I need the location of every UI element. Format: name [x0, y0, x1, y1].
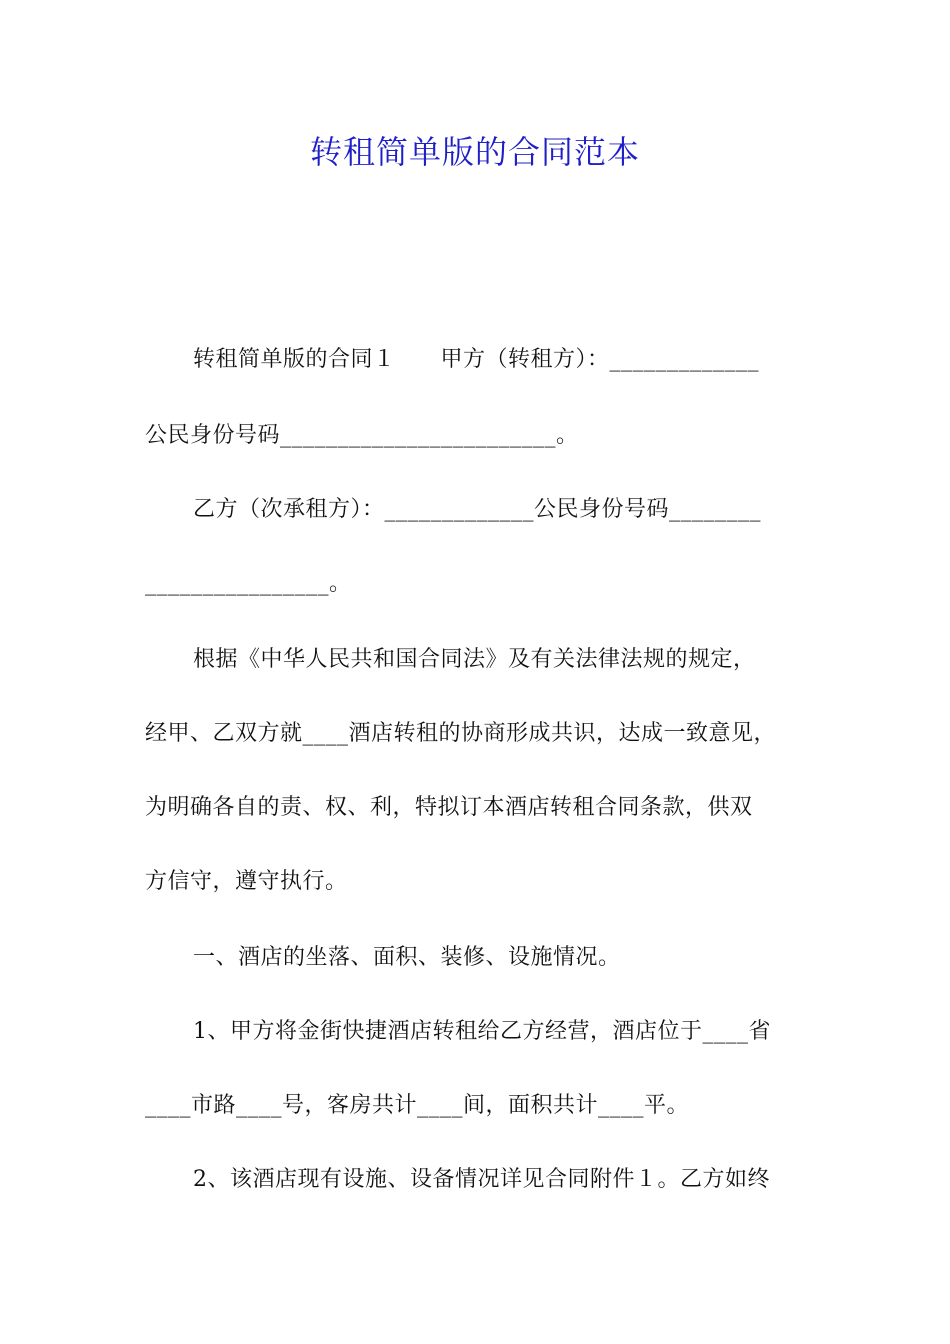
document-title: 转租简单版的合同范本	[309, 133, 640, 171]
paragraph-line: 为明确各自的责、权、利，特拟订本酒店转租合同条款，供双	[145, 795, 753, 820]
paragraph-line: 公民身份号码________________________。	[145, 423, 579, 448]
paragraph-line: 乙方（次承租方）：_____________公民身份号码________	[193, 497, 762, 522]
paragraph-line: 方信守，遵守执行。	[145, 869, 348, 894]
paragraph-line: 2、该酒店现有设施、设备情况详见合同附件１。乙方如终	[193, 1167, 770, 1192]
section-heading: 一、酒店的坐落、面积、装修、设施情况。	[193, 945, 621, 970]
paragraph-line: ________________。	[145, 571, 352, 596]
paragraph-line: 经甲、乙双方就____酒店转租的协商形成共识，达成一致意见，	[145, 721, 777, 746]
paragraph-line: 根据《中华人民共和国合同法》及有关法律法规的规定，	[193, 647, 756, 672]
paragraph-line: ____市路____号，客房共计____间，面积共计____平。	[145, 1093, 690, 1118]
paragraph-line: 转租简单版的合同１ 甲方（转租方）：_____________	[193, 347, 760, 372]
paragraph-line: 1、甲方将金街快捷酒店转租给乙方经营，酒店位于____省	[193, 1019, 771, 1044]
